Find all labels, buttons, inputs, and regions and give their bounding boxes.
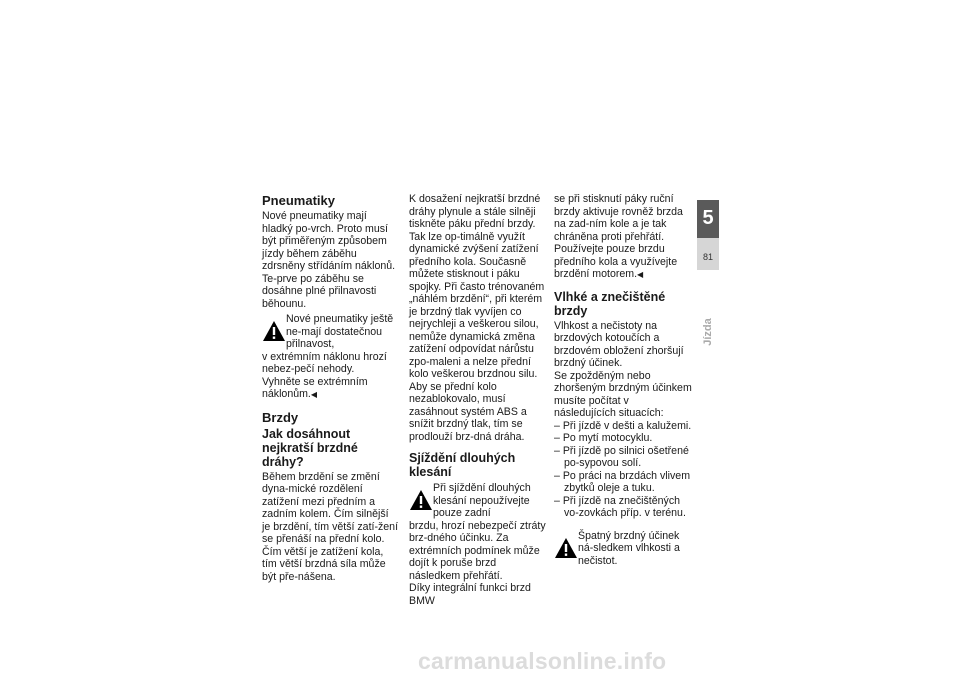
chapter-number: 5	[697, 200, 719, 238]
warning-block	[554, 530, 692, 568]
warning-text: Špatný brzdný účinek ná-sledkem vlhkosti a nečistot.	[578, 529, 680, 567]
chapter-tab	[697, 200, 719, 270]
paragraph-text: Vyhněte se extrémním náklonům.	[262, 375, 368, 400]
subheading-descent: Sjíždění dlouhých klesání	[409, 451, 516, 479]
heading-brzdy: Brzdy	[262, 409, 299, 425]
paragraph: Vlhkost a nečistoty na brzdových kotoučích a brzdovém obložení zhoršují brzdný účinek.	[554, 319, 684, 369]
warning-text: Nové pneumatiky ještě ne-mají dostatečnou přilnavost,	[286, 313, 394, 350]
warning-text-rest: v extrémním náklonu hrozí nebez-pečí nehody.	[262, 350, 387, 375]
warning-text-rest: brzdu, hrozí nebezpečí ztráty brz-dného účinku. Za extrémních podmínek může dojít k poruše brzd následkem přehřátí.	[409, 519, 546, 582]
paragraph: K dosažení nejkratší brzdné dráhy plynule a stále silněji tiskněte páku přední brzdy. Tak lze op-timálně využít dynamické zvýšení zatížení předního kola. Současně můžete stisknout i páku spojky. Při často trénovaném „náhlém brzdění“, při kterém je brzdný tlak vyvíjen co nejrychleji a veškerou silou, nemůže dynamická změna zatížení odpovídat nárůstu zpo-maleni a nelze přední kolo veškerou brzdnou silu. Aby se přední kolo nezablokovalo, musí zasáhnout systém ABS a snížit brzdný tlak, tím se prodlouží brz-dná dráha.	[409, 193, 545, 443]
paragraph	[554, 193, 692, 282]
paragraph	[262, 376, 399, 402]
list-item: – Po mytí motocyklu.	[554, 432, 692, 445]
warning-block	[409, 482, 546, 582]
subheading-wet-brakes: Vlhké a znečištěné brzdy	[554, 289, 666, 318]
heading-pneumatiky: Pneumatiky	[262, 193, 335, 208]
paragraph: Během brzdění se změní dyna-mické rozdělení zatížení mezi předním a zadním kolem. Čím silnější je brzdění, tím větší zatí-žení se přenáší na přední kolo. Čím větší je zatížení kola, tím větší brzdná síla může být pře-nášena.	[262, 470, 399, 583]
end-mark-icon: ◀	[310, 390, 318, 399]
warning-text: Při sjíždění dlouhých klesání nepoužívejte pouze zadní	[433, 482, 531, 519]
paragraph: Nové pneumatiky mají hladký po-vrch. Proto musí být přiměřeným způsobem jízdy během záběhu zdrsněny střídáním náklonů. Te-prve po záběhu se dosáhne plné přilnavosti běhounu.	[262, 210, 396, 310]
warning-triangle-icon	[262, 319, 286, 343]
paragraph: Díky integrální funkci brzd BMW	[409, 582, 531, 607]
warning-block	[262, 313, 399, 376]
warning-triangle-icon	[554, 536, 578, 560]
paragraph-text: se při stisknutí páky ruční brzdy aktivuje rovněž brzda na zad-ním kole a je tak chráněna proti přehřátí. Používejte pouze brzdu předního kola a využívejte brzdění motorem.	[554, 193, 683, 280]
side-section-label	[698, 312, 718, 352]
column-3	[554, 193, 692, 567]
side-label-text: Jízda	[702, 318, 714, 346]
situation-list	[554, 420, 692, 520]
page-number: 81	[702, 252, 713, 262]
list-item: – Při jízdě v dešti a kalužemi.	[554, 420, 692, 433]
warning-triangle-icon	[409, 488, 433, 512]
list-item: – Po práci na brzdách vlivem zbytků oleje a tuku.	[554, 470, 692, 495]
list-item: – Při jízdě na znečištěných vo-zovkách příp. v terénu.	[554, 495, 692, 520]
end-mark-icon: ◀	[637, 270, 644, 279]
watermark: carmanualsonline.info	[418, 648, 667, 674]
column-1	[262, 193, 399, 583]
paragraph: Se zpožděným nebo zhoršeným brzdným účinkem musíte počítat v následujících situacích:	[554, 369, 692, 419]
list-item: – Při jízdě po silnici ošetřené po-sypovou solí.	[554, 445, 692, 470]
column-2	[409, 193, 546, 607]
subheading-max-braking: Jak dosáhnout nejkratší brzdné dráhy?	[262, 426, 358, 469]
